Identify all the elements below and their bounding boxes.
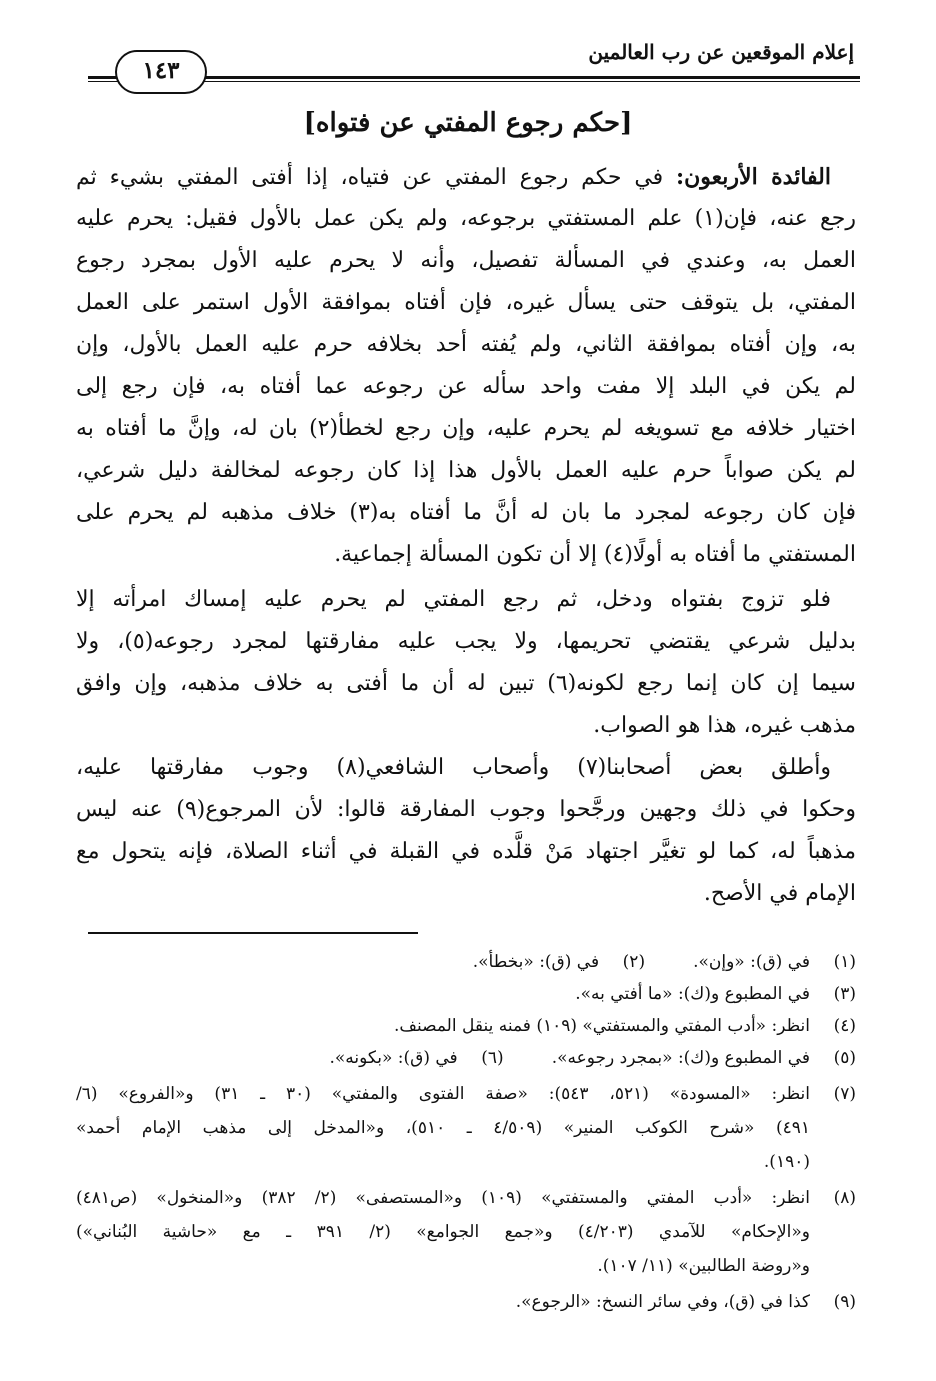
body-line: العمل به، وعندي في المسألة تفصيل، وأنه لا يحرم عليه الأول بمجرد رجوع (76, 248, 856, 273)
body-line: لم يكن في البلد إلا مفت واحد سأله عن رجوعه عما أفتاه به، فإن رجع إلى (76, 374, 856, 399)
footnote-text: (١٩٠). (763, 1152, 810, 1172)
footnote (76, 1016, 856, 1036)
body-line: رجع عنه، فإن(١) علم المستفتي برجوعه، ولم يكن عمل بالأول فقيل: يحرم عليه (76, 206, 856, 231)
footnote-number: (٩) (833, 1292, 856, 1312)
footnote-text: في (ق): «بكونه». (329, 1048, 458, 1068)
footnote-number: (٢) (622, 952, 646, 972)
body-line (76, 164, 831, 190)
footnote-number: (٧) (833, 1084, 856, 1104)
body-line: مذهب غيره، هذا هو الصواب. (593, 713, 856, 738)
footnote-text: انظر: «أدب المفتي والمستفتي» (١٠٩) فمنه ينقل المصنف. (393, 1016, 810, 1036)
lead-phrase: الفائدة الأربعون: (676, 164, 832, 190)
body-line: لم يكن صواباً حرم عليه العمل بالأول هذا إذا كان رجوعه لمخالفة دليل شرعي، (76, 458, 856, 483)
body-line: به، وإن أفتاه بموافقة الثاني، ولم يُفته أحد بخلافه حرم عليه العمل بالأول، وإن (76, 332, 856, 357)
footnote (76, 1292, 856, 1312)
footnote-number: (٨) (833, 1188, 856, 1208)
body-line: وأطلق بعض أصحابنا(٧) وأصحاب الشافعي(٨) وجوب مفارقتها عليه، (76, 755, 832, 780)
footnote (76, 1048, 856, 1068)
footnote-text: ٤٩١) «شرح الكوكب المنير» (٤/٥٠٩ ـ ٥١٠)، و«المدخل إلى مذهب الإمام أحمد» (76, 1118, 811, 1138)
footnote-separator (88, 932, 418, 934)
body-line: بدليل شرعي يقتضي تحريمها، ولا يجب عليه مفارقتها لمجرد رجوعه(٥)، ولا (76, 629, 856, 654)
body-line: سيما إن كان إنما رجع لكونه(٦) تبين له أن ما أفتى به خلاف مذهبه، وإن وافق (76, 671, 856, 696)
body-line: الإمام في الأصح. (703, 881, 856, 906)
page-number: ١٤٣ (115, 50, 207, 94)
body-line-text: في حكم رجوع المفتي عن فتياه، إذا أفتى المفتي بشيء ثم (76, 165, 677, 190)
footnote-text: في المطبوع و(ك): «ما أفتي به». (575, 984, 810, 1004)
footnote-text: كذا في (ق)، وفي سائر النسخ: «الرجوع». (515, 1292, 810, 1312)
footnote-number: (١) (833, 952, 856, 972)
running-header-title: إعلام الموقعين عن رب العالمين (588, 40, 854, 64)
section-heading: [حكم رجوع المفتي عن فتواه] (303, 108, 633, 138)
footnote-number: (٥) (833, 1048, 856, 1068)
body-line: مذهباً له، كما لو تغيَّر اجتهاد مَنْ قلَّده في القبلة في أثناء الصلاة، فإنه يتحول مع (76, 839, 856, 864)
body-line: المستفتي ما أفتاه به أولًا(٤) إلا أن تكون المسألة إجماعية. (334, 542, 856, 567)
footnote-text: في (ق): «بخطأ». (472, 952, 600, 972)
footnote-text: في (ق): «وإن». (693, 952, 810, 972)
body-line: وحكوا في ذلك وجهين ورجَّحوا وجوب المفارقة قالوا: لأن المرجوع(٩) عنه ليس (76, 797, 856, 822)
footnote-number: (٤) (833, 1016, 856, 1036)
body-line: المفتي، بل يتوقف حتى يسأل غيره، فإن أفتاه بموافقة الأول استمر على العمل (76, 290, 856, 315)
footnote (76, 984, 856, 1004)
footnote-number: (٣) (833, 984, 856, 1004)
footnote-text: انظر: «المسودة» (٥٢١، ٥٤٣): «صفة الفتوى والمفتي» (٣٠ ـ ٣١) و«الفروع» (٦/ (76, 1084, 810, 1104)
body-line: اختيار خلافه مع تسويغه لم يحرم عليه، وإن رجع لخطأ(٢) بان له، وإنَّ ما أفتاه به (76, 416, 856, 441)
footnote-text: انظر: «أدب المفتي والمستفتي» (١٠٩) و«المستصفى» (٢/ ٣٨٢) و«المنخول» (ص٤٨١) (76, 1188, 811, 1208)
footnote-text: و«الإحكام» للآمدي (٤/٢٠٣) و«جمع الجوامع» (٢/ ٣٩١ ـ مع «حاشية البُناني») (76, 1222, 810, 1242)
body-line: فإن كان رجوعه لمجرد ما بان له أنَّ ما أفتاه به(٣) خلاف مذهبه لم يحرم على (76, 500, 856, 525)
footnote-text: و«روضة الطالبين» (١١/ ١٠٧). (597, 1256, 810, 1276)
footnote (76, 952, 856, 972)
footnote-number: (٦) (481, 1048, 504, 1068)
footnote-text: في المطبوع و(ك): «بمجرد رجوعه». (551, 1048, 810, 1068)
body-line: فلو تزوج بفتواه ودخل، ثم رجع المفتي لم يحرم عليه إمساك امرأته إلا (76, 587, 831, 612)
